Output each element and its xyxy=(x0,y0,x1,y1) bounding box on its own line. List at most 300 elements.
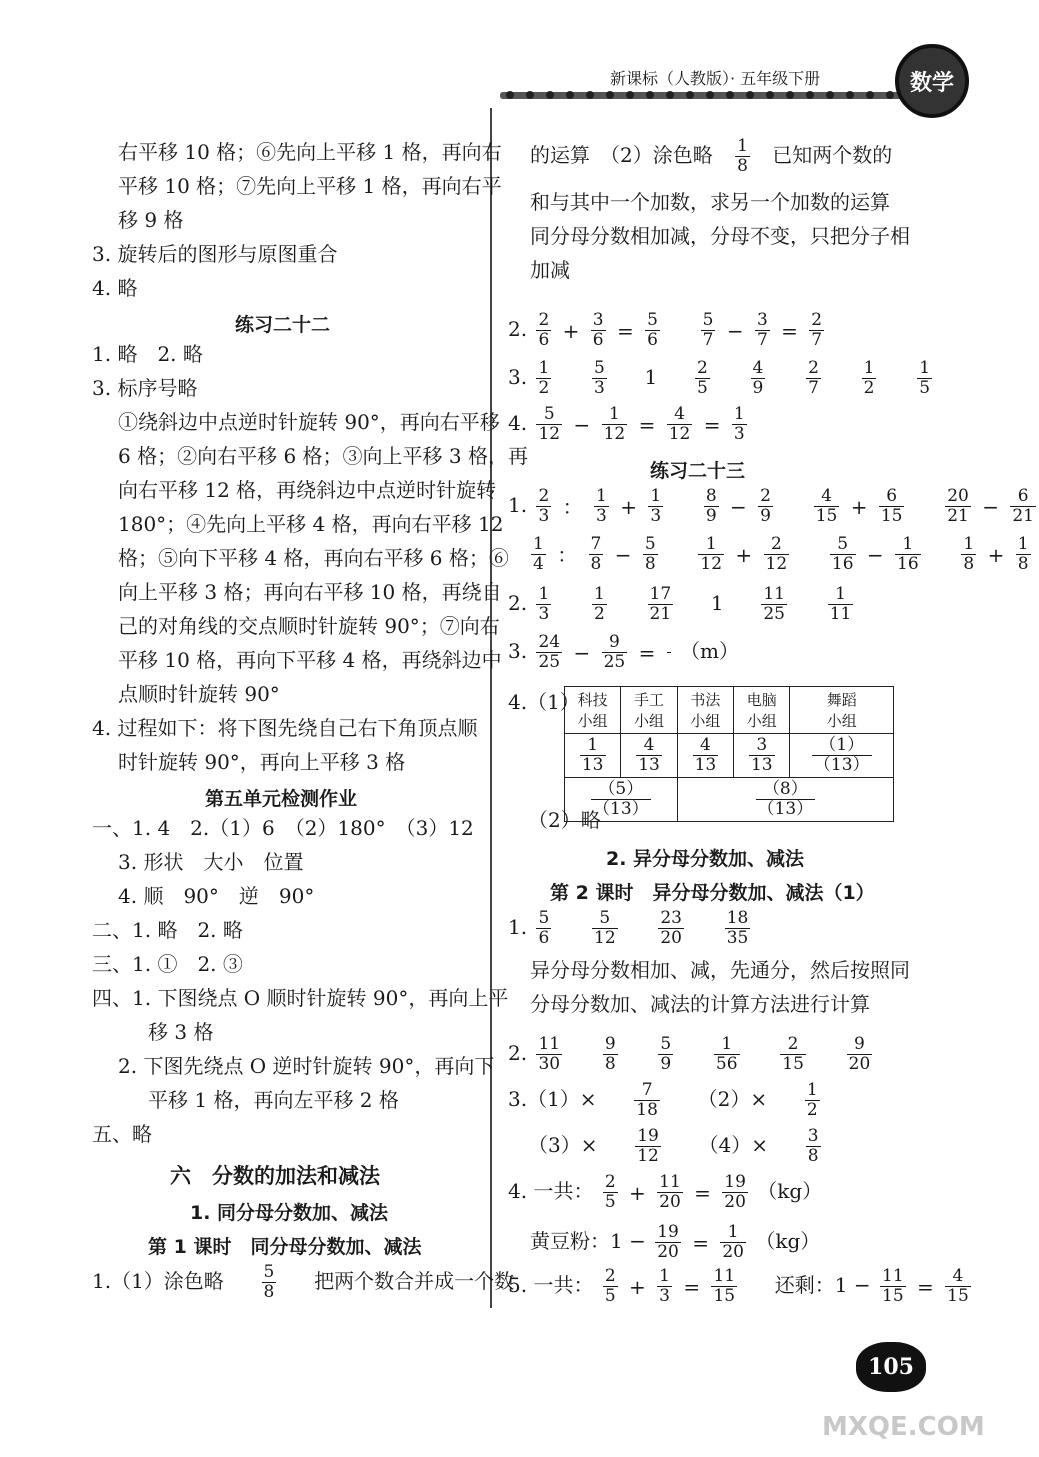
fraction xyxy=(693,736,719,775)
fraction xyxy=(758,487,773,526)
numerator: （5） xyxy=(591,780,651,800)
denominator: 6 xyxy=(647,330,658,350)
table-header-cell xyxy=(734,687,790,734)
table-cell xyxy=(621,734,677,778)
item-number: 5. 一共： xyxy=(508,1273,594,1297)
denominator: 30 xyxy=(538,1054,561,1074)
item-number: 3.（1）× xyxy=(508,1087,597,1111)
numerator: 19 xyxy=(637,1126,659,1146)
text-line: 4. 过程如下：将下图先绕自己右下角顶点顺 xyxy=(92,716,478,740)
fraction xyxy=(806,1127,821,1166)
denominator: （13） xyxy=(593,799,649,819)
answer-line xyxy=(530,1218,820,1266)
fraction xyxy=(1010,487,1036,526)
fraction xyxy=(636,736,662,775)
fraction xyxy=(880,1267,906,1306)
header-top: 书法 xyxy=(690,691,721,709)
denominator: 3 xyxy=(538,604,550,624)
denominator: 21 xyxy=(1012,506,1034,526)
fraction xyxy=(847,1035,873,1074)
fraction xyxy=(732,405,747,444)
fraction xyxy=(895,535,921,574)
header-bottom: 小组 xyxy=(690,712,721,730)
minus-sign: − xyxy=(730,494,747,519)
numerator: 8 xyxy=(705,486,717,506)
numerator: 9 xyxy=(847,1035,873,1055)
denominator: 15 xyxy=(782,1054,804,1074)
plus-sign: + xyxy=(629,1274,646,1299)
text-line: 和与其中一个加数，求另一个加数的运算 xyxy=(530,190,890,214)
numerator: 18 xyxy=(726,908,749,928)
fraction xyxy=(657,1267,672,1306)
chapter-heading: 六 分数的加法和减法 xyxy=(170,1164,380,1188)
numerator: 2 xyxy=(697,358,708,378)
fraction xyxy=(667,652,671,653)
header-bottom: 小组 xyxy=(746,712,777,730)
fraction xyxy=(657,1173,683,1212)
fraction xyxy=(536,487,551,526)
denominator: 2 xyxy=(806,1100,818,1120)
numerator: 4 xyxy=(814,487,840,507)
numerator: （8） xyxy=(756,780,816,800)
denominator: 16 xyxy=(897,554,919,574)
section-heading: 第 2 课时 异分母分数加、减法（1） xyxy=(550,882,875,904)
table-header-cell xyxy=(565,687,621,734)
fraction xyxy=(917,359,932,398)
numerator: 9 xyxy=(602,633,628,653)
minus-sign: − xyxy=(726,318,744,343)
numerator: 1 xyxy=(1017,534,1029,554)
numerator: 1 xyxy=(580,736,606,756)
denominator: 12 xyxy=(594,928,616,948)
text-line: 3. 标序号略 xyxy=(92,376,198,400)
text-line: 2. 下图先绕点 O 逆时针旋转 90°，再向下 xyxy=(118,1054,495,1078)
numerator: 7 xyxy=(590,534,602,554)
fraction xyxy=(645,311,660,350)
section-heading: 练习二十三 xyxy=(650,460,746,482)
numerator: 7 xyxy=(634,1081,660,1101)
fraction xyxy=(764,535,790,574)
unit: （kg） xyxy=(757,1179,823,1203)
numerator: 5 xyxy=(263,1262,275,1282)
fraction xyxy=(828,585,854,624)
watermark: MXQE.COM xyxy=(822,1412,985,1442)
text-line: 3. 旋转后的图形与原图重合 xyxy=(92,242,338,266)
item-number: 3. xyxy=(508,365,528,389)
text-line: 3. 形状 大小 位置 xyxy=(118,850,304,874)
fraction xyxy=(945,487,971,526)
text-line xyxy=(530,132,892,178)
numerator: 4 xyxy=(752,358,764,378)
numerator: 5 xyxy=(830,535,856,555)
text-segment: 1.（1）涂色略 xyxy=(92,1269,224,1293)
fraction xyxy=(592,359,607,398)
denominator: 7 xyxy=(702,330,714,350)
denominator: 18 xyxy=(636,1100,658,1120)
numerator: 19 xyxy=(724,1172,746,1192)
denominator: 21 xyxy=(649,604,672,624)
denominator: 12 xyxy=(603,424,626,444)
text-line: 时针旋转 90°，再向上平移 3 格 xyxy=(118,750,406,774)
numerator: 11 xyxy=(882,1266,904,1286)
fraction xyxy=(735,137,750,176)
answer-line xyxy=(508,1076,823,1122)
denominator: 20 xyxy=(848,1054,871,1074)
denominator: 2 xyxy=(538,378,550,398)
denominator: 21 xyxy=(947,506,969,526)
answer-line xyxy=(508,1168,822,1216)
text-line: 同分母分数相加减，分母不变，只把分子相 xyxy=(530,224,910,248)
fraction xyxy=(698,535,724,574)
numerator: 1 xyxy=(720,1223,746,1243)
fraction xyxy=(602,405,628,444)
equals-sign: = xyxy=(638,640,656,665)
denominator: 25 xyxy=(538,652,561,672)
numerator: 24 xyxy=(538,632,561,652)
fraction xyxy=(814,487,840,526)
fraction xyxy=(725,909,751,948)
fraction xyxy=(711,1267,737,1306)
fraction xyxy=(695,359,710,398)
denominator: 20 xyxy=(659,1192,681,1212)
fraction xyxy=(879,487,905,526)
denominator: 3 xyxy=(733,424,745,444)
fraction xyxy=(536,633,562,672)
fraction xyxy=(805,1081,820,1120)
fraction xyxy=(643,535,658,574)
item-number: 3. xyxy=(508,639,528,663)
section-heading: 1. 同分母分数加、减法 xyxy=(190,1202,389,1224)
fraction xyxy=(648,585,674,624)
fraction xyxy=(658,909,684,948)
minus-sign: − xyxy=(866,542,884,567)
numerator: 11 xyxy=(659,1172,681,1192)
colon-sign: ： xyxy=(557,542,578,567)
fraction xyxy=(262,1263,277,1302)
denominator: 20 xyxy=(660,928,682,948)
numerator: 1 xyxy=(733,404,745,424)
page-number: 105 xyxy=(868,1354,914,1380)
header-bottom: 小组 xyxy=(577,712,608,730)
numerator: 1 xyxy=(602,405,628,425)
item-number: （3）× xyxy=(528,1133,598,1157)
minus-sign: − xyxy=(573,640,591,665)
equals-sign: = xyxy=(917,1274,934,1299)
plus-sign: + xyxy=(629,1180,646,1205)
fraction xyxy=(648,487,663,526)
answer-line xyxy=(528,530,1034,578)
numerator: 1 xyxy=(594,584,605,604)
numerator: 2 xyxy=(538,486,550,506)
text-line: 三、1. ① 2. ③ xyxy=(92,952,243,976)
text-line xyxy=(92,1258,514,1304)
page-number-badge xyxy=(856,1342,926,1392)
numerator: 5 xyxy=(592,909,618,929)
numerator: 1 xyxy=(714,1035,740,1055)
text-line: 己的对角线的交点顺时针旋转 90°；⑦向右 xyxy=(118,614,500,638)
text-segment: 把两个数合并成一个数 xyxy=(314,1269,515,1293)
numerator: 20 xyxy=(947,486,969,506)
text-line: 四、1. 下图绕点 O 顺时针旋转 90°，再向上平 xyxy=(92,986,509,1010)
denominator: 13 xyxy=(581,755,604,775)
denominator: 8 xyxy=(644,554,656,574)
denominator: 8 xyxy=(737,156,748,176)
denominator: 3 xyxy=(650,506,662,526)
item-number: 2. xyxy=(508,1041,528,1065)
numerator: 1 xyxy=(698,535,724,555)
numerator: 1 xyxy=(659,1266,670,1286)
numerator: 5 xyxy=(538,908,550,928)
fraction xyxy=(806,359,821,398)
answer-line xyxy=(528,1122,824,1168)
text-line: 4. 略 xyxy=(92,276,138,300)
header-top: 舞蹈 xyxy=(826,691,857,709)
text-line: 平移 10 格，再向下平移 4 格，再绕斜边中 xyxy=(118,648,502,672)
denominator: 3 xyxy=(659,1286,670,1306)
numerator: 11 xyxy=(713,1266,736,1286)
fraction xyxy=(603,1267,618,1306)
text-line: 移 3 格 xyxy=(148,1020,214,1044)
text-segment: 的运算 （2）涂色略 xyxy=(530,143,713,167)
numerator: 3 xyxy=(749,736,775,756)
denominator: 6 xyxy=(538,928,550,948)
minus-sign: − xyxy=(614,542,632,567)
plus-sign: + xyxy=(987,542,1005,567)
fraction xyxy=(592,909,618,948)
denominator: 25 xyxy=(763,604,785,624)
denominator: 16 xyxy=(831,554,854,574)
fraction xyxy=(655,1223,681,1262)
fraction xyxy=(594,487,609,526)
table-cell xyxy=(734,734,790,778)
numerator: 1 xyxy=(806,1080,818,1100)
denominator: 15 xyxy=(882,1286,904,1306)
answer-line xyxy=(508,628,739,676)
unit: （kg） xyxy=(755,1229,821,1253)
denominator: 15 xyxy=(880,506,903,526)
numerator: 6 xyxy=(1010,487,1036,507)
denominator: 7 xyxy=(756,330,768,350)
table-header-cell xyxy=(677,687,733,734)
plus-sign: + xyxy=(735,542,753,567)
whole-number: 1 xyxy=(710,591,724,615)
item-number: 4. 一共： xyxy=(508,1179,594,1203)
item-number: 2. xyxy=(508,317,528,341)
denominator: 2 xyxy=(863,378,875,398)
equals-sign: = xyxy=(781,318,798,343)
denominator: 3 xyxy=(594,378,605,398)
section-heading: 第 1 课时 同分母分数加、减法 xyxy=(148,1236,422,1258)
fraction xyxy=(751,359,766,398)
header-top: 科技 xyxy=(577,691,608,709)
numerator: 2 xyxy=(811,310,823,330)
text-line: 一、1. 4 2.（1）6 （2）180° （3）12 xyxy=(92,816,474,840)
numerator: 4 xyxy=(945,1267,971,1287)
answer-line xyxy=(508,400,750,448)
denominator: 11 xyxy=(829,604,852,624)
item-number: 4.（1） xyxy=(508,690,580,714)
fraction xyxy=(536,405,562,444)
fraction xyxy=(756,780,816,819)
text-line: 向上平移 3 格；再向右平移 10 格，再绕自 xyxy=(118,580,502,604)
fraction xyxy=(580,736,606,775)
header-rope-decoration xyxy=(500,88,920,102)
numerator: 5 xyxy=(536,405,562,425)
fraction xyxy=(531,535,546,574)
text-line: 向右平移 12 格，再绕斜边中点逆时针旋转 xyxy=(118,478,497,502)
numerator: （1） xyxy=(812,736,872,756)
numerator: 1 xyxy=(737,136,748,156)
numerator: 4 xyxy=(636,736,662,756)
answer-line xyxy=(508,1030,875,1076)
item-number: （4）× xyxy=(698,1133,769,1157)
denominator: 4 xyxy=(533,554,544,574)
fraction xyxy=(749,736,775,775)
answer-line xyxy=(508,354,935,400)
subject-badge xyxy=(895,44,969,118)
unit: （m） xyxy=(680,639,740,663)
fraction xyxy=(714,1035,740,1074)
denominator: 9 xyxy=(705,506,717,526)
denominator: 8 xyxy=(263,1282,275,1302)
denominator: 9 xyxy=(760,506,771,526)
fraction xyxy=(536,359,551,398)
denominator: 12 xyxy=(668,424,691,444)
fraction xyxy=(536,585,551,624)
answer-line xyxy=(508,904,753,950)
header-top: 电脑 xyxy=(746,691,777,709)
section-heading: 第五单元检测作业 xyxy=(205,788,358,810)
fraction xyxy=(809,311,824,350)
text-line: 4. 顺 90° 逆 90° xyxy=(118,884,315,908)
fraction xyxy=(780,1035,806,1074)
denominator: 15 xyxy=(713,1286,736,1306)
denominator: 20 xyxy=(657,1242,679,1262)
numerator: 2 xyxy=(760,486,771,506)
fraction xyxy=(667,405,693,444)
fraction xyxy=(634,1081,660,1120)
fraction xyxy=(704,487,719,526)
fraction xyxy=(592,585,607,624)
section-heading: 练习二十二 xyxy=(235,314,331,336)
fraction xyxy=(722,1173,748,1212)
fraction xyxy=(720,1223,746,1262)
answer-line xyxy=(508,1262,974,1310)
numerator: 19 xyxy=(657,1222,679,1242)
fraction xyxy=(635,1127,661,1166)
denominator: 12 xyxy=(765,554,788,574)
denominator: 8 xyxy=(1017,554,1029,574)
numerator: 1 xyxy=(538,358,550,378)
denominator: 5 xyxy=(919,378,931,398)
denominator: 6 xyxy=(538,330,550,350)
denominator: 20 xyxy=(724,1192,746,1212)
text-line: 平移 1 格，再向左平移 2 格 xyxy=(148,1088,399,1112)
numerator: 17 xyxy=(649,584,672,604)
fraction xyxy=(1016,535,1031,574)
denominator: 13 xyxy=(638,755,660,775)
header-bottom: 小组 xyxy=(634,712,665,730)
equals-sign: = xyxy=(638,412,656,437)
item-number: 2. xyxy=(508,591,528,615)
denominator: 5 xyxy=(697,378,708,398)
fraction xyxy=(536,1035,562,1074)
numerator: 9 xyxy=(604,1034,616,1054)
denominator: 25 xyxy=(603,652,626,672)
numerator: 1 xyxy=(895,535,921,555)
denominator: 12 xyxy=(700,554,723,574)
answer-line xyxy=(508,306,827,354)
text-line: 二、1. 略 2. 略 xyxy=(92,918,243,942)
text-line: 分母分数加、减法的计算方法进行计算 xyxy=(530,992,870,1016)
fraction xyxy=(862,359,877,398)
numerator: 23 xyxy=(660,908,682,928)
equals-sign: = xyxy=(692,1230,709,1255)
item-number: （2）× xyxy=(697,1087,768,1111)
text-line: 异分母分数相加、减，先通分，然后按照同 xyxy=(530,958,910,982)
fraction xyxy=(945,1267,971,1306)
numerator: 4 xyxy=(667,405,693,425)
numerator: 1 xyxy=(596,486,607,506)
denominator: 9 xyxy=(660,1054,672,1074)
numerator xyxy=(667,652,671,653)
series-title: 新课标（人教版）· 五年级下册 xyxy=(610,69,821,88)
denominator: 3 xyxy=(596,506,607,526)
denominator: （13） xyxy=(813,755,870,775)
subject-badge-text: 数学 xyxy=(909,70,954,96)
numerator: 2 xyxy=(604,1266,616,1286)
denominator: 6 xyxy=(592,330,604,350)
header-top: 手工 xyxy=(634,691,665,709)
numerator: 2 xyxy=(808,358,819,378)
numerator: 1 xyxy=(533,534,544,554)
denominator: 13 xyxy=(750,755,773,775)
text-line: 点顺时针旋转 90° xyxy=(118,682,280,706)
numerator: 3 xyxy=(807,1126,819,1146)
numerator: 5 xyxy=(644,534,656,554)
fraction xyxy=(761,585,787,624)
denominator: 8 xyxy=(604,1054,616,1074)
numerator: 5 xyxy=(660,1034,672,1054)
item-number: 1. xyxy=(508,493,528,517)
column-divider xyxy=(490,108,492,1308)
text-line: 平移 10 格；⑦先向上平移 1 格，再向右平 xyxy=(118,174,502,198)
item-number: 1. xyxy=(508,915,528,939)
section-heading: 2. 异分母分数加、减法 xyxy=(606,848,805,870)
numerator: 2 xyxy=(538,310,550,330)
fraction xyxy=(536,311,551,350)
equals-sign: = xyxy=(683,1274,701,1299)
fraction xyxy=(812,736,872,775)
item-number: 4. xyxy=(508,411,528,435)
equals-sign: = xyxy=(703,412,721,437)
fraction xyxy=(589,535,604,574)
table-cell xyxy=(565,734,621,778)
numerator: 2 xyxy=(780,1035,806,1055)
denominator: 7 xyxy=(808,378,819,398)
denominator: 8 xyxy=(590,554,602,574)
equals-sign: = xyxy=(694,1180,711,1205)
numerator: 11 xyxy=(538,1034,561,1054)
denominator: 35 xyxy=(726,928,749,948)
numerator: 3 xyxy=(592,310,604,330)
text-line: ①绕斜边中点逆时针旋转 90°，再向右平移 xyxy=(118,410,500,434)
numerator: 5 xyxy=(594,358,605,378)
equals-sign: = xyxy=(616,318,634,343)
table-header-cell xyxy=(621,687,677,734)
fraction xyxy=(658,1035,673,1074)
fraction xyxy=(602,633,628,672)
